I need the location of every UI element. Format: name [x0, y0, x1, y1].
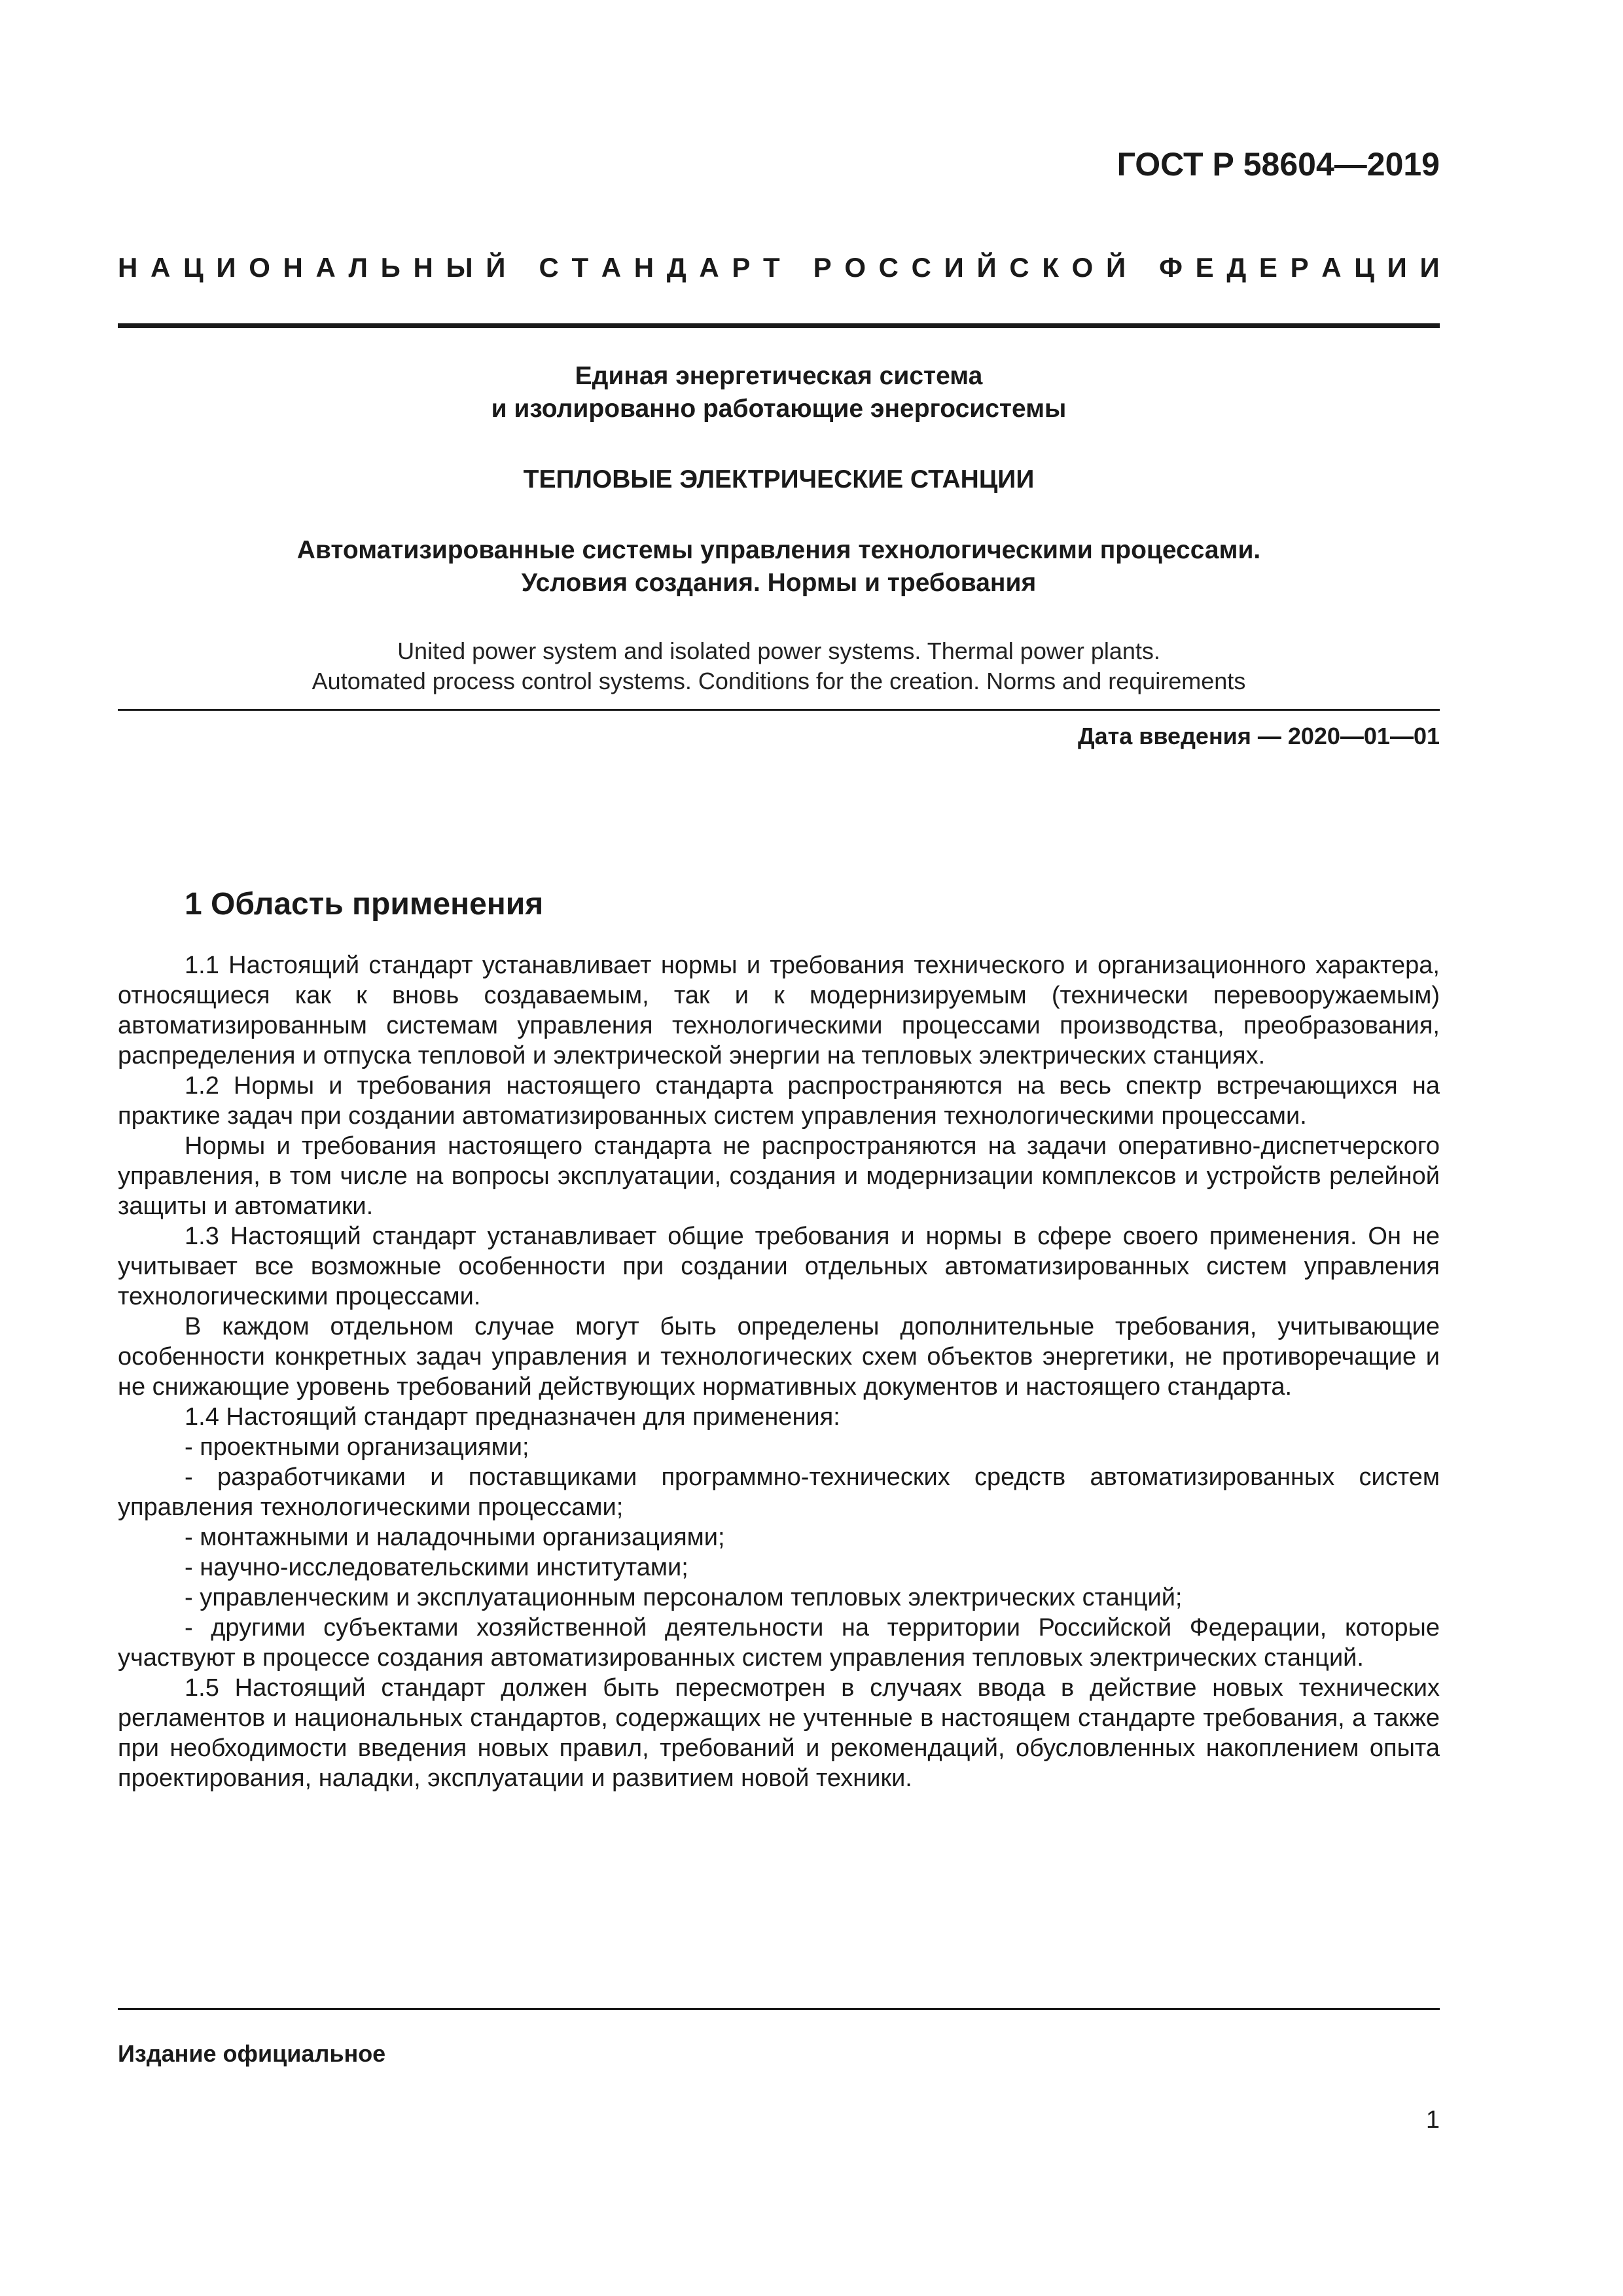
list-item: - научно-исследовательскими институтами;	[185, 1554, 688, 1581]
title-line-2: и изолированно работающие энергосистемы	[491, 395, 1067, 423]
national-standard-char: И	[1387, 252, 1407, 283]
paragraph-1-4: 1.4 Настоящий стандарт предназначен для применения:	[185, 1403, 840, 1431]
paragraph-1-2: 1.2 Нормы и требования настоящего стандарта распространяются на весь спектр встречающихся на практике задач при создании автоматизированных систем управления технологическими процессами.	[118, 1072, 1440, 1130]
national-standard-char: Т	[571, 252, 589, 283]
paragraph-1-3: 1.3 Настоящий стандарт устанавливает общие требования и нормы в сфере своего применения. Он не учитывает все возможные особенности при создании отдельных автоматизированных систем управления технологическими процессами.	[118, 1223, 1440, 1310]
introduction-date: Дата введения — 2020—01—01	[1077, 723, 1440, 749]
national-standard-char: Р	[732, 252, 751, 283]
national-standard-char: О	[249, 252, 270, 283]
title-line-1: Единая энергетическая система	[575, 362, 983, 390]
national-standard-char: Е	[1195, 252, 1214, 283]
national-standard-char: А	[601, 252, 622, 283]
page-number: 1	[1425, 2106, 1440, 2134]
national-standard-char: Ц	[1354, 252, 1374, 283]
subtitle-line-2: Условия создания. Нормы и требования	[521, 569, 1037, 597]
list-item: - управленческим и эксплуатационным персоналом тепловых электрических станций;	[185, 1584, 1183, 1611]
paragraph-1-1: 1.1 Настоящий стандарт устанавливает нормы и требования технического и организационного характера, относящиеся как к вновь создаваемым, так и к модернизируемым (технически перевооружаемым) автоматизированным системам управления технологическими процессами производства, преобразования, распределения и отпуска тепловой и электрической энергии на тепловых электрических станциях.	[118, 952, 1440, 1069]
national-standard-char: Н	[283, 252, 303, 283]
national-standard-char	[518, 252, 526, 283]
national-standard-char: С	[878, 252, 899, 283]
footer-divider	[118, 2008, 1440, 2010]
national-standard-char: И	[1419, 252, 1440, 283]
national-standard-char: А	[315, 252, 336, 283]
national-standard-char: Д	[666, 252, 687, 283]
national-standard-char: Ф	[1159, 252, 1183, 283]
national-standard-char: Е	[1258, 252, 1277, 283]
national-standard-char: И	[944, 252, 964, 283]
national-standard-char: Й	[486, 252, 506, 283]
national-standard-char: Ц	[183, 252, 204, 283]
national-standard-char: С	[1009, 252, 1029, 283]
national-standard-char: С	[911, 252, 931, 283]
national-standard-char: А	[151, 252, 171, 283]
title-block	[118, 360, 1440, 696]
national-standard-banner	[118, 252, 1440, 283]
list-item: - другими субъектами хозяйственной деятельности на территории Российской Федерации, которые участвуют в процессе создания автоматизированных систем управления тепловых электрических станций.	[118, 1614, 1440, 1672]
title-uppercase: ТЕПЛОВЫЕ ЭЛЕКТРИЧЕСКИЕ СТАНЦИИ	[523, 465, 1035, 493]
national-standard-char: С	[539, 252, 559, 283]
national-standard-char: Л	[348, 252, 368, 283]
document-number: ГОСТ Р 58604—2019	[1116, 146, 1440, 183]
title-divider	[118, 709, 1440, 711]
national-standard-char: О	[1071, 252, 1094, 283]
national-standard-char: Р	[813, 252, 832, 283]
national-standard-char: Й	[976, 252, 997, 283]
list-item: - монтажными и наладочными организациями;	[185, 1524, 725, 1551]
paragraph-1-3-b: В каждом отдельном случае могут быть определены дополнительные требования, учитывающие особенности конкретных задач управления и технологических схем объектов энергетики, не противоречащие и не снижающие уровень требований действующих нормативных документов и настоящего стандарта.	[118, 1313, 1440, 1401]
paragraph-1-5: 1.5 Настоящий стандарт должен быть пересмотрен в случаях ввода в действие новых технических регламентов и национальных стандартов, содержащих не учтенные в настоящем стандарте требования, а также при необходимости введения новых правил, требований и рекомендаций, обусловленных накоплением опыта проектирования, наладки, эксплуатации и развитием новой техники.	[118, 1674, 1440, 1792]
national-standard-char: Н	[118, 252, 138, 283]
national-standard-char: А	[1321, 252, 1342, 283]
national-standard-char: Ь	[380, 252, 401, 283]
paragraph-1-2-b: Нормы и требования настоящего стандарта не распространяются на задачи оперативно-диспетчерского управления, в том числе на вопросы эксплуатации, создания и модернизации комплексов и устройств релейной защиты и автоматики.	[118, 1132, 1440, 1220]
national-standard-char: Н	[413, 252, 433, 283]
national-standard-char: О	[844, 252, 866, 283]
national-standard-char: И	[216, 252, 236, 283]
national-standard-char: Д	[1226, 252, 1247, 283]
national-standard-char: А	[699, 252, 719, 283]
national-standard-char	[1139, 252, 1147, 283]
edition-label: Издание официальное	[118, 2040, 386, 2067]
list-item: - разработчиками и поставщиками программно-технических средств автоматизированных систем управления технологическими процессами;	[118, 1463, 1440, 1521]
list-item: - проектными организациями;	[185, 1433, 529, 1461]
national-standard-char: Ы	[446, 252, 473, 283]
header-divider	[118, 323, 1440, 328]
national-standard-char: Й	[1105, 252, 1126, 283]
english-title-line-1: United power system and isolated power systems. Thermal power plants.	[397, 637, 1160, 664]
national-standard-char: Н	[633, 252, 654, 283]
national-standard-char: Р	[1290, 252, 1309, 283]
english-title-line-2: Automated process control systems. Conditions for the creation. Norms and requirements	[312, 668, 1246, 694]
section-body	[118, 950, 1440, 1793]
national-standard-char	[793, 252, 800, 283]
national-standard-char: К	[1042, 252, 1059, 283]
subtitle-line-1: Автоматизированные системы управления технологическими процессами.	[296, 536, 1261, 564]
section-heading: 1 Область применения	[185, 887, 544, 922]
national-standard-char: Т	[763, 252, 780, 283]
